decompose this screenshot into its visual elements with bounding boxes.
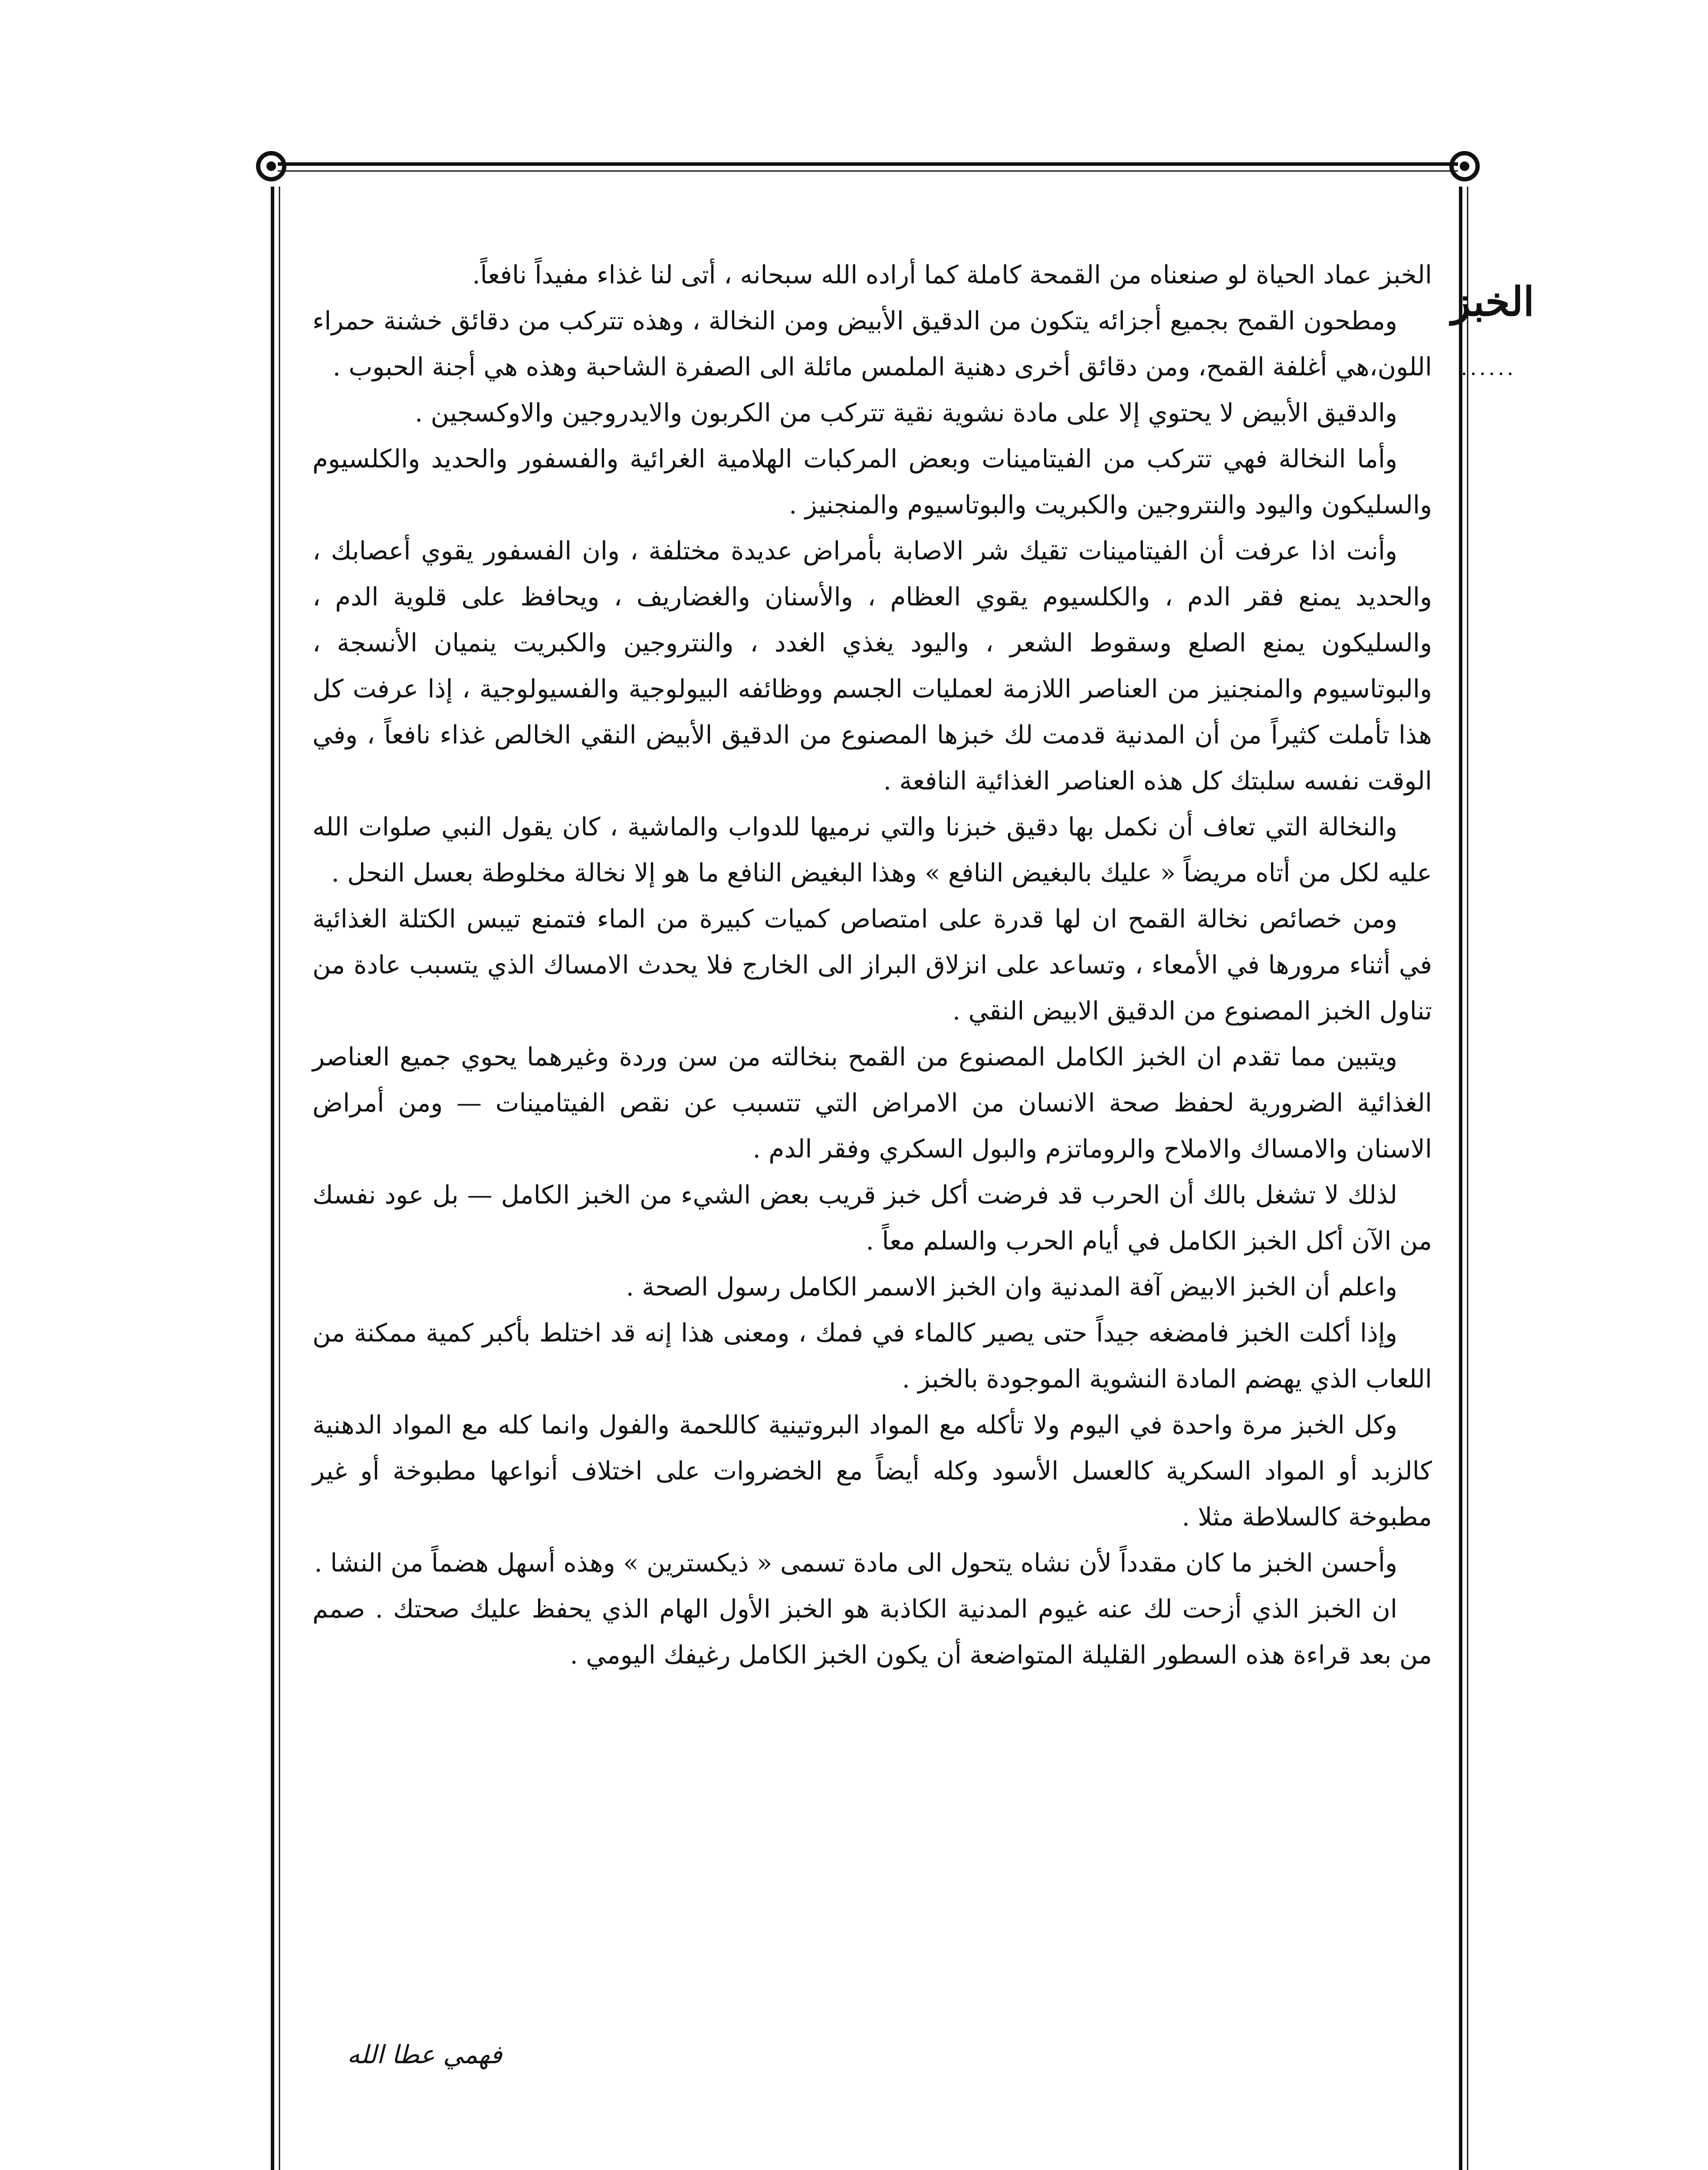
side-title: الخبز: [1451, 278, 1534, 325]
author-signature: فهمي عطا الله: [347, 2040, 503, 2069]
article-body: [312, 252, 1432, 1678]
paragraph-13: وأحسن الخبز ما كان مقدداً لأن نشاه يتحول الى مادة تسمى « ذيكسترين » وهذه أسهل هضماً من النشا .: [314, 1548, 1397, 1578]
paragraph-14: ان الخبز الذي أزحت لك عنه غيوم المدنية الكاذبة هو الخبز الأول الهام الذي يحفظ عليك صحتك . صمم من بعد قراءة هذه السطور القليلة المتواضعة أن يكون الخبز الكامل رغيفك اليومي .: [312, 1594, 1432, 1670]
paragraph-8: ويتبين مما تقدم ان الخبز الكامل المصنوع من القمح بنخالته من سن وردة وغيرهما يحوي جميع العناصر الغذائية الضرورية لحفظ صحة الانسان من الامراض التي تتسبب عن نقص الفيتامينات — ومن أمراض الاسنان والامساك والاملاح والروماتزم والبول السكري وفقر الدم .: [312, 1042, 1432, 1164]
paragraph-3: والدقيق الأبيض لا يحتوي إلا على مادة نشوية نقية تتركب من الكربون والايدروجين والاوكسجين .: [414, 398, 1397, 427]
paragraph-10: واعلم أن الخبز الابيض آفة المدنية وان الخبز الاسمر الكامل رسول الصحة .: [626, 1272, 1397, 1302]
paragraph-5: وأنت اذا عرفت أن الفيتامينات تقيك شر الاصابة بأمراض عديدة مختلفة ، وان الفسفور يقوي أعصابك ، والحديد يمنع فقر الدم ، والكلسيوم يقوي العظام ، والأسنان والغضاريف ، ويحافظ على قلوية الدم ، والسليكون يمنع الصلع وسقوط الشعر ، واليود يغذي الغدد ، والنتروجين والكبريت ينميان الأنسجة ، والبوتاسيوم والمنجنيز من العناصر اللازمة لعمليات الجسم ووظائفه البيولوجية والفسيولوجية ، إذا عرفت كل هذا تأملت كثيراً من أن المدنية قدمت لك خبزها المصنوع من الدقيق الأبيض النقي الخالص غذاء نافعاً ، وفي الوقت نفسه سلبتك كل هذه العناصر الغذائية النافعة .: [312, 536, 1432, 796]
paragraph-4: وأما النخالة فهي تتركب من الفيتامينات وبعض المركبات الهلامية الغرائية والفسفور والحديد والكلسيوم والسليكون واليود والنتروجين والكبريت والبوتاسيوم والمنجنيز .: [312, 444, 1432, 519]
corner-ornament-top-right: [1449, 151, 1480, 181]
paragraph-6: والنخالة التي تعاف أن نكمل بها دقيق خبزنا والتي نرميها للدواب والماشية ، كان يقول النبي صلوات الله عليه لكل من أتاه مريضاً « عليك بالبغيض النافع » وهذا البغيض النافع ما هو إلا نخالة مخلوطة بعسل النحل .: [312, 812, 1432, 888]
paragraph-9: لذلك لا تشغل بالك أن الحرب قد فرضت أكل خبز قريب بعض الشيء من الخبز الكامل — بل عود نفسك من الآن أكل الخبز الكامل في أيام الحرب والسلم معاً .: [312, 1180, 1432, 1256]
side-title-ornament: ......: [1461, 356, 1516, 380]
paragraph-1: الخبز عماد الحياة لو صنعناه من القمحة كاملة كما أراده الله سبحانه ، أتى لنا غذاء مفيداً نافعاً.: [472, 260, 1432, 289]
paragraph-11: وإذا أكلت الخبز فامضغه جيداً حتى يصير كالماء في فمك ، ومعنى هذا إنه قد اختلط بأكبر كمية ممكنة من اللعاب الذي يهضم المادة النشوية الموجودة بالخبز .: [312, 1318, 1432, 1394]
corner-ornament-top-left: [256, 151, 286, 181]
paragraph-12: وكل الخبز مرة واحدة في اليوم ولا تأكله مع المواد البروتينية كاللحمة والفول وانما كله مع المواد الدهنية كالزبد أو المواد السكرية كالعسل الأسود وكله أيضاً مع الخضروات على اختلاف أنواعها مطبوخة أو غير مطبوخة كالسلاطة مثلا .: [312, 1410, 1432, 1532]
paragraph-2: ومطحون القمح بجميع أجزائه يتكون من الدقيق الأبيض ومن النخالة ، وهذه تتركب من دقائق خشنة حمراء اللون،هي أغلفة القمح، ومن دقائق أخرى دهنية الملمس مائلة الى الصفرة الشاحبة وهذه هي أجنة الحبوب .: [312, 306, 1432, 381]
paragraph-7: ومن خصائص نخالة القمح ان لها قدرة على امتصاص كميات كبيرة من الماء فتمنع تيبس الكتلة الغذائية في أثناء مرورها في الأمعاء ، وتساعد على انزلاق البراز الى الخارج فلا يحدث الامساك الذي يتسبب عادة من تناول الخبز المصنوع من الدقيق الابيض النقي .: [312, 904, 1432, 1026]
